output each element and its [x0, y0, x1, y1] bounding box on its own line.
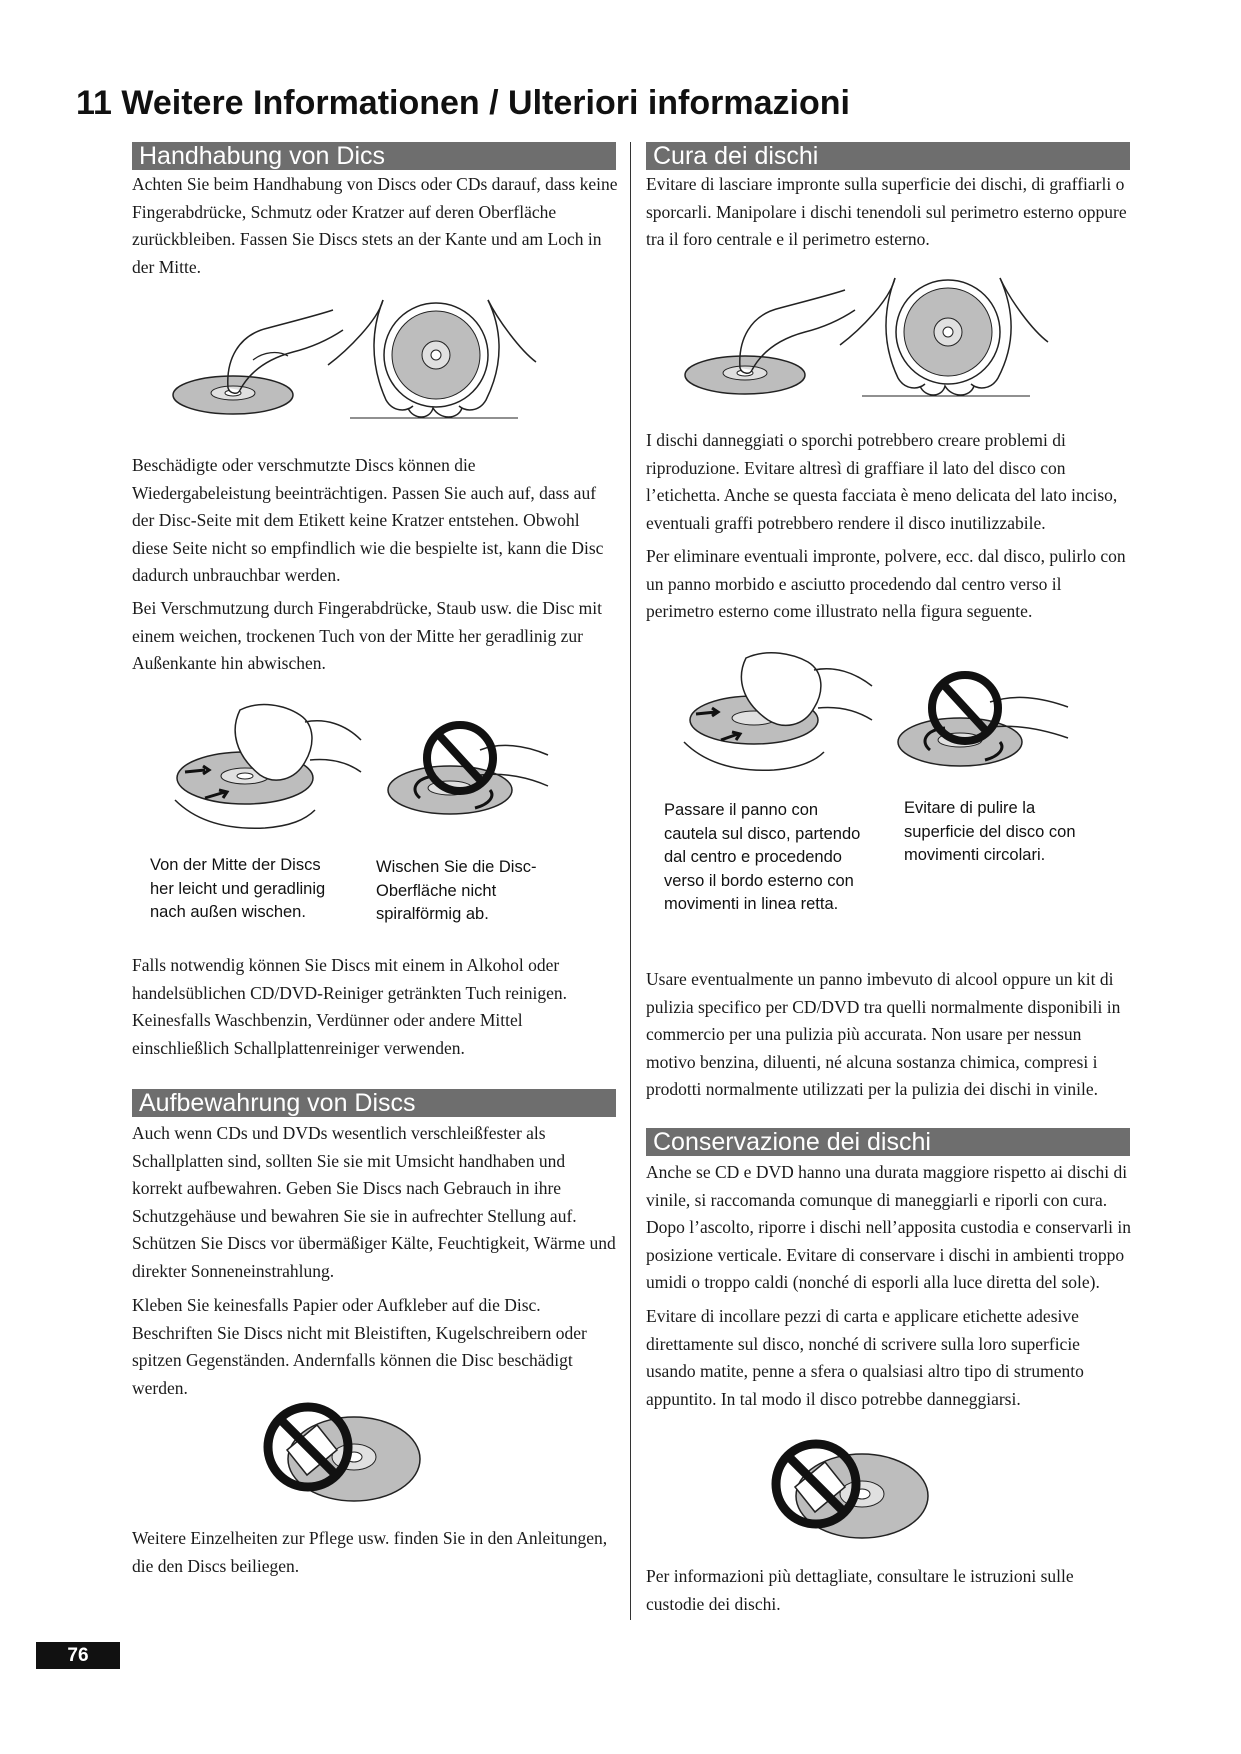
wipe-straight-illustration-it — [676, 650, 876, 780]
disc-holding-illustration-it — [680, 270, 1050, 410]
storage-paragraph-3-it: Per informazioni più dettagliate, consultare le istruzioni sulle custodie dei dischi. — [646, 1566, 1074, 1614]
caption-wipe-straight-it: Passare il panno con cautela sul disco, partendo dal centro e procedendo verso il bordo esterno con movimenti in linea retta. — [664, 801, 861, 913]
storage-paragraph-2-it: Evitare di incollare pezzi di carta e applicare etichette adesive direttamente sul disco, nonché di scrivere sulla loro superficie usando matite, penne a sfera o qualsiasi altro tipo di strumento appuntito. In tal modo il disco potrebbe danneggiarsi. — [646, 1306, 1084, 1409]
disc-holding-illustration — [168, 290, 538, 430]
care-paragraph-2: I dischi danneggiati o sporchi potrebbero creare problemi di riproduzione. Evitare altresì di graffiare il lato del disco con l’etichetta. Anche se questa facciata è meno delicata del lato inciso, eventuali graffi potrebbero rendere il disco inutilizzabile. — [646, 430, 1118, 533]
handling-paragraph-2: Beschädigte oder verschmutzte Discs können die Wiedergabeleistung beeinträchtigen. Passen Sie auch auf, dass auf der Disc-Seite mit dem Etikett keine Kratzer entstehen. Obwohl diese Seite nicht so empfindlich wie die bespielte ist, kann die Disc dadurch unbrauchbar werden. — [132, 455, 604, 585]
handling-paragraph-4: Falls notwendig können Sie Discs mit einem in Alkohol oder handelsüblichen CD/DVD-Reiniger getränkten Tuch reinigen. Keinesfalls Waschbenzin, Verdünner oder andere Mittel einschließlich Schallplattenreiniger verwenden. — [132, 955, 567, 1058]
storage-paragraph-3-de: Weitere Einzelheiten zur Pflege usw. finden Sie in den Anleitungen, die den Discs beiliegen. — [132, 1528, 608, 1576]
no-sticker-illustration-it — [770, 1432, 930, 1542]
storage-paragraph-1-de: Auch wenn CDs und DVDs wesentlich verschleißfester als Schallplatten sind, sollten Sie sie mit Umsicht handhaben und korrekt aufbewahren. Geben Sie Discs nach Gebrauch in ihre Schutzgehäuse und bewahren Sie sie in aufrechter Stellung auf. Schützen Sie Discs vor übermäßiger Kälte, Feuchtigkeit, Wärme und direkter Sonneneinstrahlung. — [132, 1123, 616, 1281]
section-heading-handling: Handhabung von Dics — [132, 142, 616, 170]
caption-wipe-circular-de: Wischen Sie die Disc-Oberfläche nicht spiralförmig ab. — [376, 858, 537, 923]
wipe-circular-prohibited-illustration-it — [890, 672, 1070, 782]
wipe-circular-prohibited-illustration — [380, 720, 550, 830]
page-title: 11 Weitere Informationen / Ulteriori informazioni — [76, 84, 850, 122]
caption-wipe-straight-de: Von der Mitte der Discs her leicht und geradlinig nach außen wischen. — [150, 856, 326, 921]
storage-paragraph-1-it: Anche se CD e DVD hanno una durata maggiore rispetto ai dischi di vinile, si raccomanda comunque di maneggiarli e riporli con cura. Dopo l’ascolto, riporre i dischi nell’apposita custodia e conservarli in posizione verticale. Evitare di conservare i dischi in ambienti troppo umidi o troppo caldi (nonché di esporli alla luce diretta del sole). — [646, 1162, 1132, 1292]
handling-paragraph-1: Achten Sie beim Handhabung von Discs oder CDs darauf, dass keine Fingerabdrücke, Schmutz oder Kratzer auf deren Oberfläche zurückbleiben. Fassen Sie Discs stets an der Kante und am Loch in der Mitte. — [132, 174, 618, 277]
no-sticker-illustration-de — [262, 1395, 422, 1505]
section-heading-storage-de: Aufbewahrung von Discs — [132, 1089, 616, 1117]
page-number: 76 — [36, 1642, 120, 1669]
section-heading-storage-it: Conservazione dei dischi — [646, 1128, 1130, 1156]
storage-paragraph-2-de: Kleben Sie keinesfalls Papier oder Aufkleber auf die Disc. Beschriften Sie Discs nicht mit Bleistiften, Kugelschreibern oder spitzen Gegenständen. Andernfalls können die Disc beschädigt werden. — [132, 1295, 587, 1398]
caption-wipe-circular-it: Evitare di pulire la superficie del disco con movimenti circolari. — [904, 799, 1076, 864]
care-paragraph-4: Usare eventualmente un panno imbevuto di alcool oppure un kit di pulizia specifico per CD/DVD tra quelli normalmente disponibili in commercio per una pulizia più accurata. Non usare per nessun motivo benzina, diluenti, né alcuna sostanza chimica, compresi i prodotti normalmente utilizzati per la pulizia dei dischi in vinile. — [646, 969, 1121, 1099]
care-paragraph-3: Per eliminare eventuali impronte, polvere, ecc. dal disco, pulirlo con un panno morbido e asciutto procedendo dal centro verso il perimetro esterno come illustrato nella figura seguente. — [646, 546, 1126, 621]
handling-paragraph-3: Bei Verschmutzung durch Fingerabdrücke, Staub usw. die Disc mit einem weichen, trockenen Tuch von der Mitte her geradlinig zur Außenkante hin abwischen. — [132, 598, 602, 673]
column-divider — [630, 142, 631, 1620]
wipe-straight-illustration — [165, 700, 365, 840]
section-heading-care: Cura dei dischi — [646, 142, 1130, 170]
care-paragraph-1: Evitare di lasciare impronte sulla superficie dei dischi, di graffiarli o sporcarli. Manipolare i dischi tenendoli sul perimetro esterno oppure tra il foro centrale e il perimetro esterno. — [646, 174, 1127, 249]
